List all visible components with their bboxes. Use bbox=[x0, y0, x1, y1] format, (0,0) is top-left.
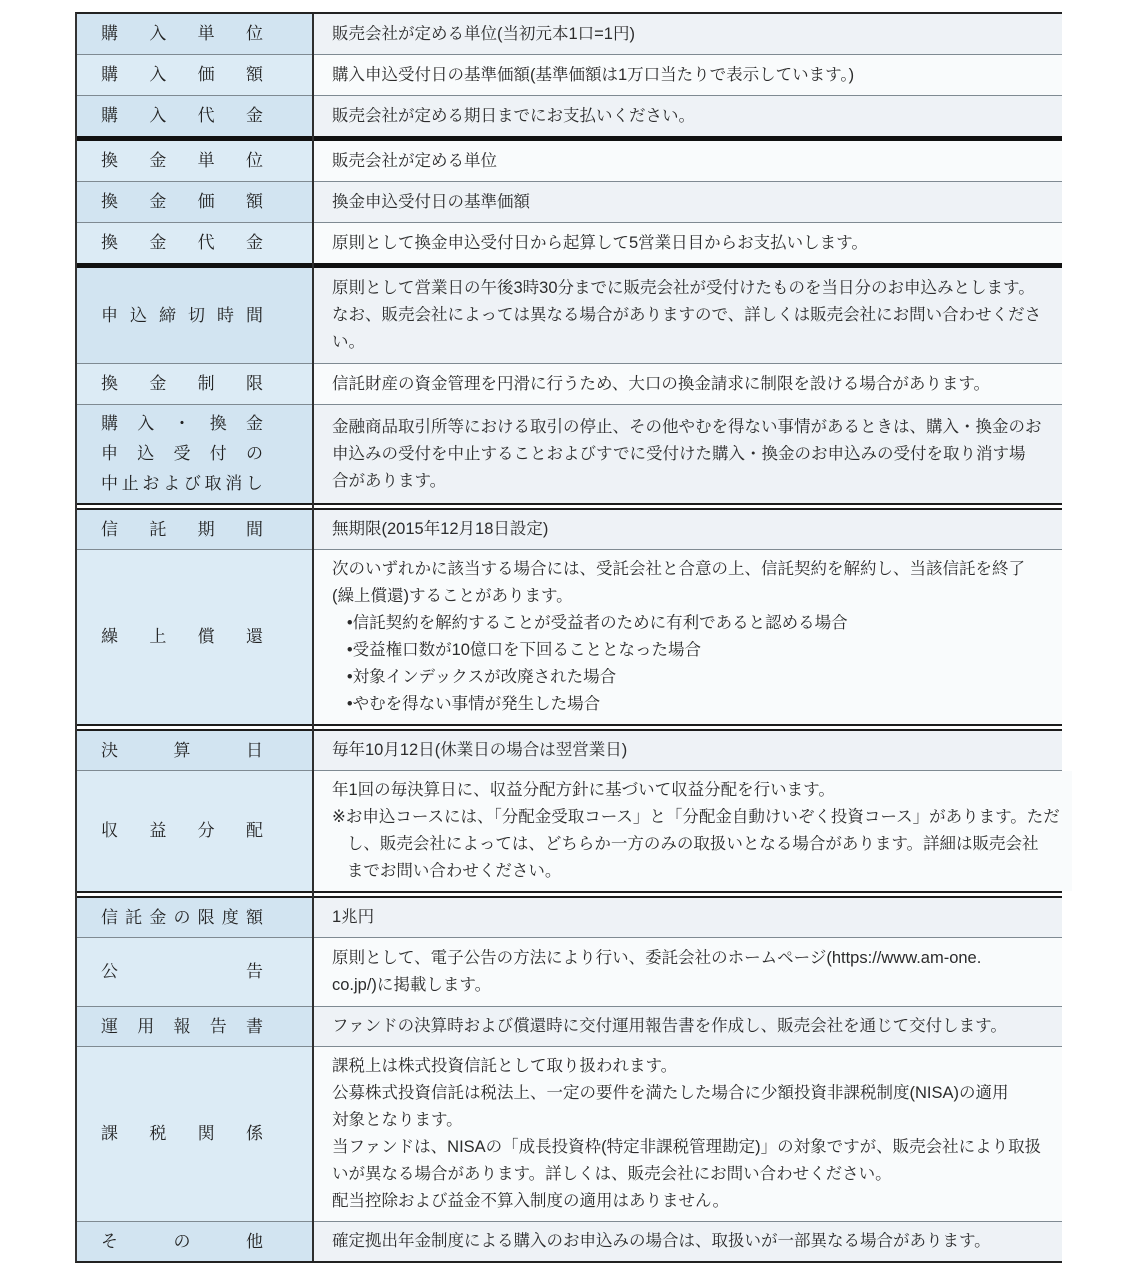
row-content-line: 販売会社が定める単位(当初元本1口=1円) bbox=[332, 24, 635, 43]
row-label bbox=[77, 141, 312, 181]
row-content bbox=[312, 182, 1062, 222]
table-row bbox=[77, 510, 1062, 549]
row-content bbox=[312, 96, 1062, 136]
table-row bbox=[77, 938, 1062, 1006]
row-label-line: 購 入 価 額 bbox=[101, 65, 263, 84]
row-content-line: 配当控除および益金不算入制度の適用はありません。 bbox=[332, 1192, 729, 1210]
row-label bbox=[77, 364, 312, 404]
row-content-line: い。 bbox=[332, 333, 365, 351]
table-row bbox=[77, 898, 1062, 937]
row-content-line: 確定拠出年金制度による購入のお申込みの場合は、取扱いが一部異なる場合があります。 bbox=[332, 1232, 991, 1250]
row-label-line: 購 入 単 位 bbox=[101, 24, 263, 43]
row-content-line: 公募株式投資信託は税法上、一定の要件を満たした場合に少額投資非課税制度(NISA)の適用 bbox=[332, 1084, 1009, 1102]
row-label-line: 換 金 制 限 bbox=[101, 374, 263, 393]
row-label bbox=[77, 96, 312, 136]
table-row bbox=[77, 14, 1062, 54]
row-content-line: 原則として換金申込受付日から起算して5営業日目からお支払いします。 bbox=[332, 233, 868, 252]
row-content bbox=[312, 268, 1062, 363]
row-label-line: 購 入 代 金 bbox=[101, 106, 263, 125]
table-row bbox=[77, 55, 1062, 95]
row-label-line: 運 用 報 告 書 bbox=[101, 1016, 263, 1036]
row-label-line: そ の 他 bbox=[101, 1231, 263, 1251]
table-row bbox=[77, 223, 1062, 263]
fund-terms-table bbox=[75, 12, 1062, 1263]
row-content bbox=[312, 55, 1062, 95]
table-row bbox=[77, 1222, 1062, 1261]
row-label bbox=[77, 1047, 312, 1221]
section-divider bbox=[77, 891, 1062, 898]
row-content-line: いが異なる場合があります。詳しくは、販売会社にお問い合わせください。 bbox=[332, 1165, 892, 1183]
row-content bbox=[312, 141, 1062, 181]
row-label bbox=[77, 938, 312, 1006]
row-content-line: ファンドの決算時および償還時に交付運用報告書を作成し、販売会社を通じて交付します。 bbox=[332, 1017, 1007, 1035]
row-content-line: 無期限(2015年12月18日設定) bbox=[332, 520, 549, 538]
row-label-line: 信 託 金 の 限 度 額 bbox=[101, 907, 263, 927]
row-content bbox=[312, 731, 1062, 770]
row-label-line: 公 告 bbox=[101, 962, 263, 981]
section-divider bbox=[77, 724, 1062, 731]
row-content-line: 販売会社が定める期日までにお支払いください。 bbox=[332, 106, 695, 125]
row-content-line: 原則として営業日の午後3時30分までに販売会社が受付けたものを当日分のお申込みとします。 bbox=[332, 279, 1035, 297]
table-row bbox=[77, 141, 1062, 181]
row-content-line: •信託契約を解約することが受益者のために有利であると認める場合 bbox=[346, 614, 848, 632]
row-label-line: 購 入 ・ 換 金 bbox=[101, 414, 263, 433]
row-label-line: 換 金 代 金 bbox=[101, 233, 263, 252]
row-content-line: •対象インデックスが改廃された場合 bbox=[346, 668, 617, 686]
row-content-line: 1兆円 bbox=[332, 908, 375, 926]
row-content bbox=[312, 364, 1062, 404]
row-content bbox=[312, 1047, 1062, 1221]
table-row bbox=[77, 405, 1062, 503]
row-label-line: 中 止 お よ び 取 消 し bbox=[101, 474, 263, 493]
row-content bbox=[312, 1222, 1062, 1261]
row-content-line: 換金申込受付日の基準価額 bbox=[332, 192, 530, 211]
row-label bbox=[77, 771, 312, 891]
section-divider bbox=[77, 503, 1062, 510]
row-content-line: 次のいずれかに該当する場合には、受託会社と合意の上、信託契約を解約し、当該信託を終了 bbox=[332, 560, 1025, 578]
row-label bbox=[77, 550, 312, 724]
row-label bbox=[77, 223, 312, 263]
row-content-line: •受益権口数が10億口を下回ることとなった場合 bbox=[346, 641, 701, 659]
row-content-line: •やむを得ない事情が発生した場合 bbox=[346, 695, 601, 713]
row-content bbox=[312, 405, 1062, 503]
row-content-line: 課税上は株式投資信託として取り扱われます。 bbox=[332, 1057, 678, 1075]
row-label-line: 換 金 価 額 bbox=[101, 192, 263, 211]
row-content-line: 申込みの受付を中止することおよびすでに受付けた購入・換金のお申込みの受付を取り消す場 bbox=[332, 444, 1026, 463]
table-row bbox=[77, 364, 1062, 404]
row-label-line: 課 税 関 係 bbox=[101, 1124, 263, 1143]
row-content-line: 当ファンドは、NISAの「成長投資枠(特定非課税管理勘定)」の対象ですが、販売会社により取扱 bbox=[332, 1138, 1042, 1156]
table-row bbox=[77, 1007, 1062, 1046]
row-content bbox=[312, 1007, 1062, 1046]
row-label bbox=[77, 405, 312, 503]
row-label-line: 申 込 受 付 の bbox=[101, 444, 263, 463]
row-content-line: 信託財産の資金管理を円滑に行うため、大口の換金請求に制限を設ける場合があります。 bbox=[332, 374, 991, 393]
row-label bbox=[77, 510, 312, 549]
row-label-line: 収 益 分 配 bbox=[101, 821, 263, 840]
row-label-line: 申 込 締 切 時 間 bbox=[101, 305, 263, 325]
row-content-line: 年1回の毎決算日に、収益分配方針に基づいて収益分配を行います。 bbox=[332, 781, 835, 799]
table-row bbox=[77, 731, 1062, 770]
row-content-line: ※お申込コースには、「分配金受取コース」と「分配金自動けいぞく投資コース」があります。ただ bbox=[332, 808, 1060, 826]
row-label bbox=[77, 55, 312, 95]
row-label-line: 決 算 日 bbox=[101, 740, 263, 760]
row-content bbox=[312, 14, 1062, 54]
row-content-line: 合があります。 bbox=[332, 471, 447, 490]
row-label-line: 換 金 単 位 bbox=[101, 151, 263, 170]
table-row bbox=[77, 1047, 1062, 1221]
table-body bbox=[77, 14, 1062, 1261]
row-content bbox=[312, 771, 1072, 891]
row-label bbox=[77, 14, 312, 54]
row-content-line: (繰上償還)することがあります。 bbox=[332, 587, 573, 605]
row-label bbox=[77, 731, 312, 770]
table-row bbox=[77, 96, 1062, 136]
row-content-line: 販売会社が定める単位 bbox=[332, 151, 497, 170]
row-label bbox=[77, 1222, 312, 1261]
row-content bbox=[312, 510, 1062, 549]
row-label bbox=[77, 898, 312, 937]
row-content bbox=[312, 550, 1062, 724]
table-row bbox=[77, 268, 1062, 363]
row-label-line: 繰 上 償 還 bbox=[101, 627, 263, 646]
row-label bbox=[77, 1007, 312, 1046]
row-content-line: なお、販売会社によっては異なる場合がありますので、詳しくは販売会社にお問い合わせくださ bbox=[332, 306, 1042, 324]
row-content-line: 金融商品取引所等における取引の停止、その他やむを得ない事情があるときは、購入・換金のお bbox=[332, 417, 1042, 436]
row-label bbox=[77, 182, 312, 222]
row-label-line: 信 託 期 間 bbox=[101, 519, 263, 539]
row-content-line: 対象となります。 bbox=[332, 1111, 463, 1129]
row-label bbox=[77, 268, 312, 363]
row-content-line: 毎年10月12日(休業日の場合は翌営業日) bbox=[332, 741, 628, 759]
column-divider bbox=[312, 14, 314, 1261]
row-content bbox=[312, 898, 1062, 937]
row-content-line: 購入申込受付日の基準価額(基準価額は1万口当たりで表示しています。) bbox=[332, 65, 855, 84]
table-row bbox=[77, 182, 1062, 222]
row-content-line: 原則として、電子公告の方法により行い、委託会社のホームページ(https://www.am-one. bbox=[332, 949, 982, 967]
row-content bbox=[312, 938, 1062, 1006]
table-row bbox=[77, 771, 1062, 891]
row-content-line: までお問い合わせください。 bbox=[346, 862, 562, 880]
row-content bbox=[312, 223, 1062, 263]
table-row bbox=[77, 550, 1062, 724]
row-content-line: し、販売会社によっては、どちらか一方のみの取扱いとなる場合があります。詳細は販売会社 bbox=[346, 835, 1039, 853]
row-content-line: co.jp/)に掲載します。 bbox=[332, 976, 492, 994]
